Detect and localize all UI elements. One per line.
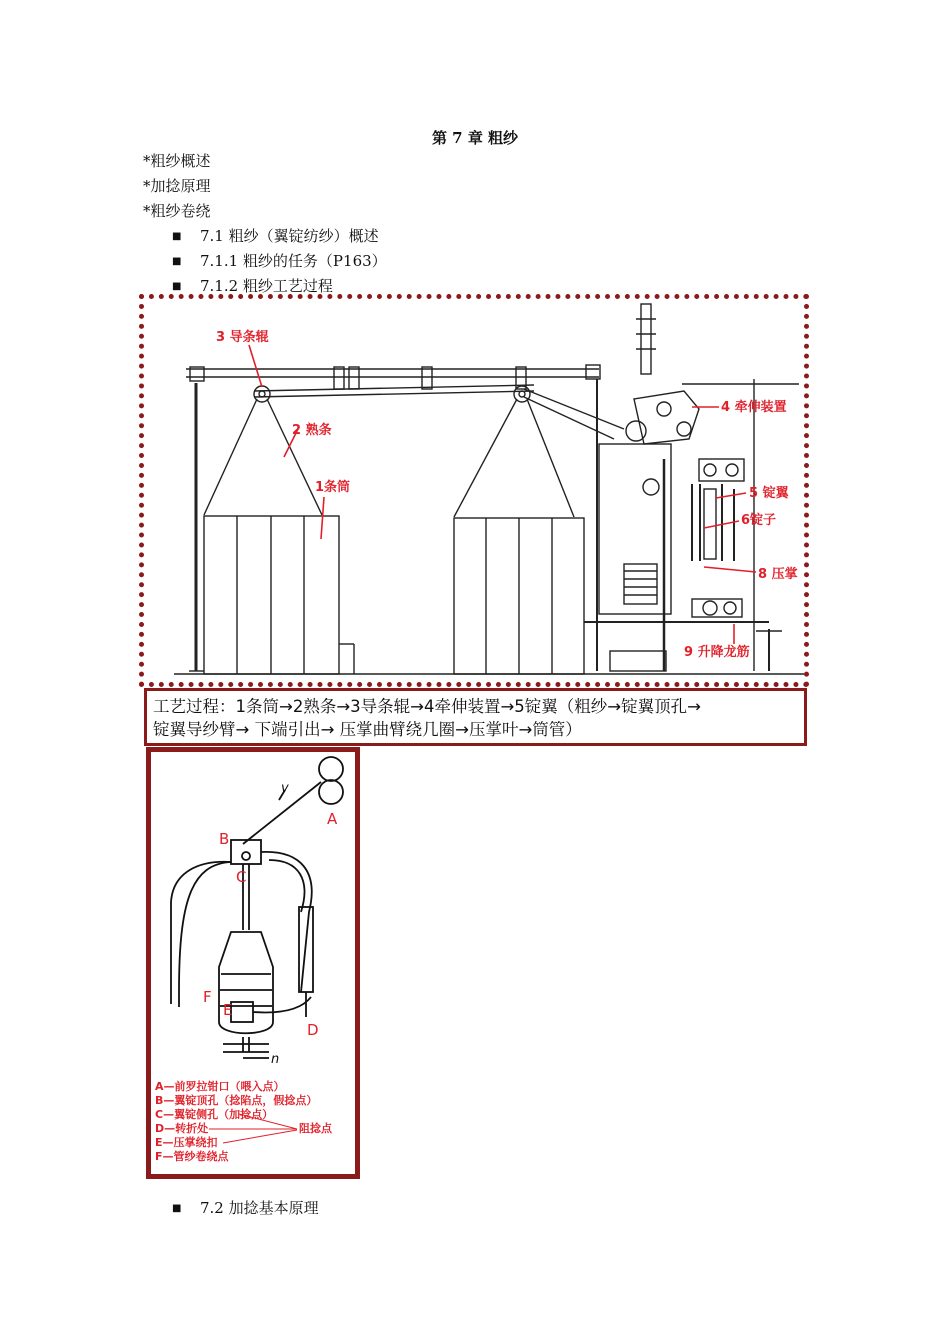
section-7-1-2: 7.1.2 粗纱工艺过程	[200, 277, 333, 295]
process-description-box	[144, 688, 807, 746]
point-f: F	[203, 988, 212, 1006]
process-line-1: 工艺过程：1条筒→2熟条→3导条辊→4牵伸装置→5锭翼（粗纱→锭翼顶孔→	[153, 697, 701, 716]
legend-d: D—转折处	[155, 1122, 209, 1135]
point-b: B	[219, 830, 230, 848]
flyer-top	[699, 459, 744, 481]
label-flyer: 5 锭翼	[749, 486, 789, 501]
bullet-icon: ■	[172, 281, 182, 292]
section-7-1: 7.1 粗纱（翼锭纺纱）概述	[200, 227, 379, 245]
drafting-unit	[634, 391, 699, 444]
bullet-icon: ■	[172, 1203, 182, 1214]
rotation-label: n	[271, 1052, 280, 1067]
point-c: C	[236, 868, 247, 886]
outline-item: *粗纱概述	[143, 152, 211, 170]
flyer-twist-diagram	[151, 752, 355, 1174]
process-line-2: 锭翼导纱臂→ 下端引出→ 压掌曲臂绕几圈→压掌叶→筒管）	[153, 720, 582, 739]
legend-bracket: 阻捻点	[299, 1122, 332, 1135]
point-d: D	[307, 1021, 319, 1039]
legend-f: F—管纱卷绕点	[155, 1150, 229, 1163]
front-roller	[319, 757, 343, 781]
legend-e: E—压掌绕扣	[155, 1136, 218, 1149]
label-presser: 8 压掌	[758, 567, 798, 582]
bullet-icon: ■	[172, 231, 182, 242]
label-sliver: 2 熟条	[292, 423, 332, 438]
point-e: E	[223, 1001, 233, 1019]
label-spindle: 6锭子	[741, 513, 777, 528]
machine-housing	[599, 444, 671, 614]
chapter-title: 第 7 章 粗纱	[431, 129, 519, 147]
roving-machine-diagram	[144, 299, 804, 682]
label-guide-roller: 3 导条辊	[216, 330, 269, 345]
legend-c: C—翼锭侧孔（加捻点）	[155, 1108, 274, 1121]
bullet-icon: ■	[172, 256, 182, 267]
section-7-1-1: 7.1.1 粗纱的任务（P163）	[200, 252, 387, 270]
outline-item: *加捻原理	[143, 177, 211, 195]
label-can: 1条筒	[315, 480, 351, 495]
velocity-label: v	[281, 781, 289, 796]
creel-post	[641, 304, 651, 374]
label-drafting: 4 牵伸装置	[721, 400, 787, 415]
section-7-2: 7.2 加捻基本原理	[200, 1199, 319, 1217]
point-a: A	[327, 810, 338, 828]
legend-a: A—前罗拉钳口（喂入点）	[155, 1080, 285, 1093]
front-roller	[319, 780, 343, 804]
legend-b: B—翼锭顶孔（捻陷点，假捻点）	[155, 1094, 318, 1107]
label-builder: 9 升降龙筋	[684, 645, 750, 660]
outline-item: *粗纱卷绕	[143, 202, 211, 220]
